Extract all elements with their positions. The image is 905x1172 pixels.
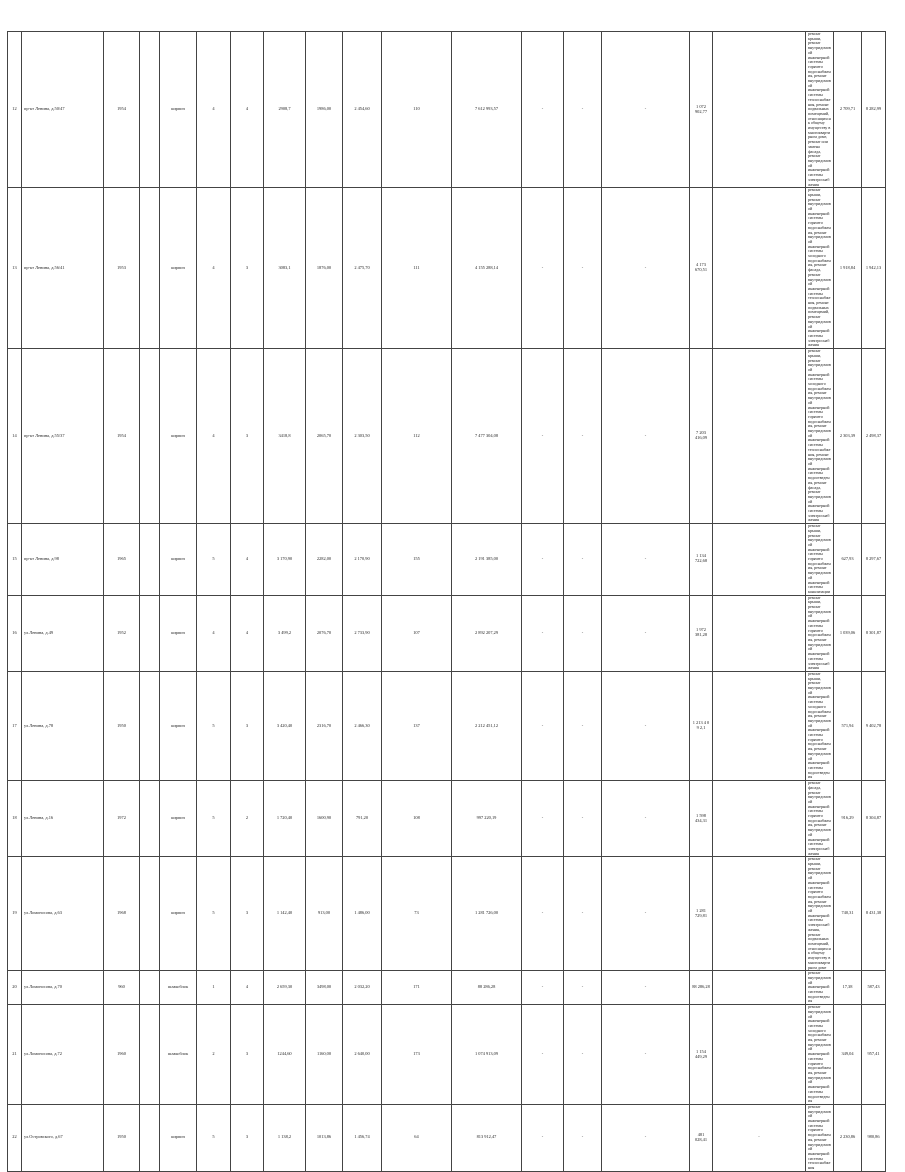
cell-c2: - [564, 1104, 602, 1171]
cell-people: 107 [382, 595, 452, 671]
cell-c4: 1 972 381,28 [690, 595, 713, 671]
cell-cost: 7 612 993,57 [452, 32, 522, 188]
cell-entr: 4 [231, 524, 264, 596]
cell-c4: 1 134 722,68 [690, 524, 713, 596]
cell-area-living: 2282,00 [306, 524, 343, 596]
table-row [8, 1005, 886, 1105]
cell-c2: - [564, 349, 602, 524]
cell-area-res: 791,20 [343, 781, 382, 857]
cell-area-total: 1 142,40 [264, 857, 306, 971]
table-row [8, 671, 886, 780]
cell-c1: - [522, 349, 564, 524]
cell-people: 108 [382, 781, 452, 857]
cell-works: ремонт внутридомовой инженерной системы водоотведения [806, 971, 834, 1005]
cell-c5 [713, 524, 806, 596]
cell-works: ремонт крыши, ремонт внутридомовой инженерной системы горячего водоснабжения, ремонт внутридомовой инженерной системы канализации [806, 524, 834, 596]
cell-works: ремонт фасада, ремонт внутридомовой инженерной системы горячего водоснабжения, ремонт внутридомовой инженерной системы электроснабжения [806, 781, 834, 857]
cell-entr: 4 [231, 32, 264, 188]
cell-addr: ул.Ленина, д.49 [22, 595, 104, 671]
cell-cost: 813 912,47 [452, 1104, 522, 1171]
table-row [8, 781, 886, 857]
cell-unit-cost: 349,04 [834, 1005, 862, 1105]
cell-addr: ул.Островского, д.67 [22, 1104, 104, 1171]
cell-wall: кирпич [160, 781, 197, 857]
cell-area-total: 2908,7 [264, 32, 306, 188]
cell-year: 960 [104, 971, 140, 1005]
cell-area-living: 1876,00 [306, 188, 343, 349]
empty-cell [140, 524, 160, 596]
cell-addr: пр-кт Ленина, д.50/47 [22, 32, 104, 188]
cell-area-total: 3418,8 [264, 349, 306, 524]
cell-people: 173 [382, 1005, 452, 1105]
cell-no: 16 [8, 595, 22, 671]
cell-cost: 7 477 304,08 [452, 349, 522, 524]
cell-c2: - [564, 971, 602, 1005]
cell-entr: 3 [231, 1005, 264, 1105]
cell-floors: 5 [197, 671, 231, 780]
cell-c2: - [564, 781, 602, 857]
cell-year: 1954 [104, 32, 140, 188]
cell-c3: - [602, 971, 690, 1005]
cell-floors: 5 [197, 1104, 231, 1171]
cell-entr: 3 [231, 1104, 264, 1171]
cell-area-living: 1986,00 [306, 32, 343, 188]
empty-cell [140, 857, 160, 971]
cell-c3: - [602, 1005, 690, 1105]
cell-floors: 1 [197, 971, 231, 1005]
cell-unit-cost: 627,93 [834, 524, 862, 596]
cell-area-res: 1 486,00 [343, 857, 382, 971]
cell-entr: 2 [231, 781, 264, 857]
cell-c1: - [522, 32, 564, 188]
cell-people: 137 [382, 671, 452, 780]
cell-wall: кирпич [160, 595, 197, 671]
cell-area-res: 2 733,90 [343, 595, 382, 671]
cell-c4: 7 203 416,09 [690, 349, 713, 524]
cell-c3: - [602, 595, 690, 671]
empty-cell [140, 188, 160, 349]
cell-unit-max: 8 301,87 [862, 595, 886, 671]
cell-addr: ул.Ломоносова, д.70 [22, 971, 104, 1005]
cell-c1: - [522, 188, 564, 349]
cell-entr: 3 [231, 857, 264, 971]
cell-c2: - [564, 32, 602, 188]
cell-area-living: 1600,90 [306, 781, 343, 857]
table-row [8, 188, 886, 349]
cell-unit-max: 980,86 [862, 1104, 886, 1171]
empty-cell [140, 349, 160, 524]
table-row [8, 349, 886, 524]
cell-c5 [713, 188, 806, 349]
cell-unit-cost: 916,29 [834, 781, 862, 857]
cell-wall: кирпич [160, 1104, 197, 1171]
cell-c4: 1 213 4 0 9 2,1 [690, 671, 713, 780]
cell-entr: 4 [231, 595, 264, 671]
cell-people: 110 [382, 32, 452, 188]
cell-cost: 2 212 451,12 [452, 671, 522, 780]
cell-unit-max: 957,41 [862, 1005, 886, 1105]
cell-unit-cost: 1 039,06 [834, 595, 862, 671]
cell-floors: 5 [197, 857, 231, 971]
cell-area-total: 1 138,2 [264, 1104, 306, 1171]
cell-area-living: 1013,86 [306, 1104, 343, 1171]
cell-year: 1965 [104, 524, 140, 596]
cell-c1: - [522, 857, 564, 971]
cell-no: 19 [8, 857, 22, 971]
cell-people: 73 [382, 857, 452, 971]
cell-wall: кирпич [160, 524, 197, 596]
cell-works: ремонт крыши, ремонт внутридомовой инженерной системы холодного водоснабжения, ремонт внутридомовой инженерной системы горячего водоснабжения, ремонт внутридомовой инженерной системы теплоснабжения, ремонт внутридомовой инженерной системы водоотведения, ремонт фасада, ремонт внутридомовой инженерной системы электроснабжения [806, 349, 834, 524]
cell-floors: 4 [197, 595, 231, 671]
empty-cell [140, 671, 160, 780]
cell-addr: ул.Ленина, д.78 [22, 671, 104, 780]
cell-unit-max: 8 297,67 [862, 524, 886, 596]
cell-c1: - [522, 1104, 564, 1171]
cell-c2: - [564, 1005, 602, 1105]
cell-unit-cost: 17,38 [834, 971, 862, 1005]
cell-works: ремонт крыши, ремонт внутридомовой инженерной системы горячего водоснабжения, ремонт внутридомовой инженерной системы теплоснабжения, ремонт подвальных помещений, относящихся к общему имуществу в многоквартирном доме, ремонт или замена фасада, ремонт внутридомовой инженерной системы электроснабжения [806, 32, 834, 188]
cell-c4: 481 028,41 [690, 1104, 713, 1171]
cell-year: 1968 [104, 857, 140, 971]
cell-c4: 1 598 434,31 [690, 781, 713, 857]
cell-unit-cost: 571,94 [834, 671, 862, 780]
cell-unit-cost: 2 303,39 [834, 349, 862, 524]
cell-area-living: 913,00 [306, 857, 343, 971]
empty-cell [140, 1005, 160, 1105]
cell-area-total: 2 659,30 [264, 971, 306, 1005]
cell-cost: 4 155 288,14 [452, 188, 522, 349]
cell-cost: 997 220,19 [452, 781, 522, 857]
cell-c2: - [564, 671, 602, 780]
cell-works: ремонт внутридомовой инженерной системы горячего водоснабжения, ремонт внутридомовой инженерной системы теплоснабжения [806, 1104, 834, 1171]
cell-floors: 2 [197, 1005, 231, 1105]
cell-c1: - [522, 781, 564, 857]
cell-c3: - [602, 188, 690, 349]
cell-cost: 1 074 913,09 [452, 1005, 522, 1105]
cell-works: ремонт крыши, ремонт внутридомовой инженерной системы горячего водоснабжения, ремонт внутридомовой инженерной системы холодного водоснабжения, ремонт фасада, ремонт внутридомовой инженерной системы теплоснабжения, ремонт подвальных помещений, ремонт внутридомовой инженерной системы электроснабжения [806, 188, 834, 349]
cell-wall: шлакоблок [160, 1005, 197, 1105]
cell-works: ремонт крыши, ремонт внутридомовой инженерной системы горячего водоснабжения, ремонт внутридомовой инженерной системы электроснабжения [806, 595, 834, 671]
cell-wall: кирпич [160, 188, 197, 349]
cell-cost: 2 892 207,29 [452, 595, 522, 671]
cell-addr: пр-кт Ленина, д.55/37 [22, 349, 104, 524]
capital-repair-table [7, 31, 886, 1172]
cell-area-total: 3083,1 [264, 188, 306, 349]
cell-c5 [713, 32, 806, 188]
cell-c5 [713, 971, 806, 1005]
cell-area-res: 1 456,74 [343, 1104, 382, 1171]
cell-c5 [713, 671, 806, 780]
cell-wall: кирпич [160, 32, 197, 188]
cell-area-res: 2 303,50 [343, 349, 382, 524]
cell-c2: - [564, 595, 602, 671]
cell-people: 171 [382, 971, 452, 1005]
cell-addr: пр-кт Ленина, д.98 [22, 524, 104, 596]
cell-unit-cost: 1 918,84 [834, 188, 862, 349]
cell-c5 [713, 349, 806, 524]
cell-area-res: 2 170,90 [343, 524, 382, 596]
cell-unit-cost: 2 230,86 [834, 1104, 862, 1171]
cell-area-res: 2 640,00 [343, 1005, 382, 1105]
cell-c5: - [713, 1104, 806, 1171]
cell-addr: пр-кт Ленина, д.56/41 [22, 188, 104, 349]
cell-year: 1972 [104, 781, 140, 857]
cell-floors: 5 [197, 781, 231, 857]
cell-c4: 4 173 670,51 [690, 188, 713, 349]
cell-year: 1960 [104, 1005, 140, 1105]
cell-no: 22 [8, 1104, 22, 1171]
cell-c1: - [522, 1005, 564, 1105]
cell-c3: - [602, 857, 690, 971]
cell-c5 [713, 595, 806, 671]
cell-c3: - [602, 349, 690, 524]
cell-works: ремонт крыши, ремонт внутридомовой инженерной системы горячего водоснабжения, ремонт внутридомовой инженерной системы электроснабжения, ремонт подвальных помещений, относящихся к общему имуществу в многоквартирном доме [806, 857, 834, 971]
cell-area-total: 3 499,2 [264, 595, 306, 671]
cell-no: 18 [8, 781, 22, 857]
cell-c4: 88 286,28 [690, 971, 713, 1005]
cell-no: 13 [8, 188, 22, 349]
cell-c4: 1 154 449,29 [690, 1005, 713, 1105]
cell-no: 20 [8, 971, 22, 1005]
cell-area-res: 2 475,70 [343, 188, 382, 349]
cell-wall: кирпич [160, 671, 197, 780]
cell-c5 [713, 1005, 806, 1105]
cell-c3: - [602, 32, 690, 188]
cell-unit-max: 9 402,78 [862, 671, 886, 780]
cell-area-total: 3 170,90 [264, 524, 306, 596]
cell-unit-cost: 2 709,71 [834, 32, 862, 188]
cell-no: 15 [8, 524, 22, 596]
cell-area-living: 3498,00 [306, 971, 343, 1005]
cell-c5 [713, 857, 806, 971]
cell-unit-max: 2 498,37 [862, 349, 886, 524]
cell-wall: кирпич [160, 857, 197, 971]
cell-c4: 1 281 729,81 [690, 857, 713, 971]
cell-floors: 5 [197, 524, 231, 596]
cell-wall: шлакоблок [160, 971, 197, 1005]
cell-works: ремонт внутридомовой инженерной системы холодного водоснабжения, ремонт внутридомовой инженерной системы горячего водоснабжения, ремонт внутридомовой инженерной системы водоотведения [806, 1005, 834, 1105]
cell-addr: ул.Ломоносова, д.63 [22, 857, 104, 971]
cell-entr: 3 [231, 188, 264, 349]
cell-c2: - [564, 524, 602, 596]
cell-year: 1950 [104, 671, 140, 780]
cell-floors: 4 [197, 349, 231, 524]
cell-year: 1953 [104, 188, 140, 349]
cell-works: ремонт крыши, ремонт внутридомовой инженерной системы холодного водоснабжения, ремонт внутридомовой инженерной системы горячего водоснабжения, ремонт внутридомовой инженерной системы водоотведения [806, 671, 834, 780]
cell-year: 1952 [104, 595, 140, 671]
cell-floors: 4 [197, 188, 231, 349]
cell-area-res: 2 032,20 [343, 971, 382, 1005]
table-row [8, 857, 886, 971]
cell-c1: - [522, 671, 564, 780]
cell-entr: 3 [231, 349, 264, 524]
table-row [8, 1104, 886, 1171]
cell-area-living: 2316,70 [306, 671, 343, 780]
table-row [8, 32, 886, 188]
cell-addr: ул.Ломоносова, д.72 [22, 1005, 104, 1105]
cell-unit-max: 8 282,99 [862, 32, 886, 188]
cell-year: 1950 [104, 1104, 140, 1171]
cell-c3: - [602, 671, 690, 780]
cell-c2: - [564, 188, 602, 349]
cell-c2: - [564, 857, 602, 971]
cell-area-total: 3 420,40 [264, 671, 306, 780]
empty-cell [140, 1104, 160, 1171]
cell-cost: 88 286,28 [452, 971, 522, 1005]
cell-c3: - [602, 781, 690, 857]
cell-cost: 2 191 385,00 [452, 524, 522, 596]
cell-c1: - [522, 971, 564, 1005]
cell-cost: 1 281 726,00 [452, 857, 522, 971]
cell-people: 111 [382, 188, 452, 349]
empty-cell [140, 595, 160, 671]
cell-no: 21 [8, 1005, 22, 1105]
cell-people: 64 [382, 1104, 452, 1171]
cell-c4: 1 072 902,77 [690, 32, 713, 188]
empty-cell [140, 971, 160, 1005]
cell-wall: кирпич [160, 349, 197, 524]
cell-unit-max: 587,43 [862, 971, 886, 1005]
cell-unit-cost: 740,31 [834, 857, 862, 971]
cell-area-res: 2 454,60 [343, 32, 382, 188]
cell-people: 155 [382, 524, 452, 596]
cell-no: 14 [8, 349, 22, 524]
cell-unit-max: 8 304,87 [862, 781, 886, 857]
cell-no: 17 [8, 671, 22, 780]
cell-people: 112 [382, 349, 452, 524]
cell-no: 12 [8, 32, 22, 188]
cell-c5 [713, 781, 806, 857]
cell-entr: 4 [231, 971, 264, 1005]
table-row [8, 524, 886, 596]
cell-floors: 4 [197, 32, 231, 188]
cell-entr: 3 [231, 671, 264, 780]
cell-c1: - [522, 524, 564, 596]
empty-cell [140, 781, 160, 857]
cell-unit-max: 8 431,38 [862, 857, 886, 971]
cell-c3: - [602, 524, 690, 596]
cell-area-total: 1244,60 [264, 1005, 306, 1105]
table-row [8, 595, 886, 671]
cell-c1: - [522, 595, 564, 671]
cell-area-living: 1160,00 [306, 1005, 343, 1105]
cell-year: 1954 [104, 349, 140, 524]
cell-area-living: 2065,70 [306, 349, 343, 524]
cell-area-living: 2076,70 [306, 595, 343, 671]
cell-c3: - [602, 1104, 690, 1171]
cell-unit-max: 1 942,13 [862, 188, 886, 349]
cell-area-total: 1 720,40 [264, 781, 306, 857]
table-row [8, 971, 886, 1005]
cell-area-res: 2 466,30 [343, 671, 382, 780]
empty-cell [140, 32, 160, 188]
cell-addr: ул.Ленина, д.16 [22, 781, 104, 857]
